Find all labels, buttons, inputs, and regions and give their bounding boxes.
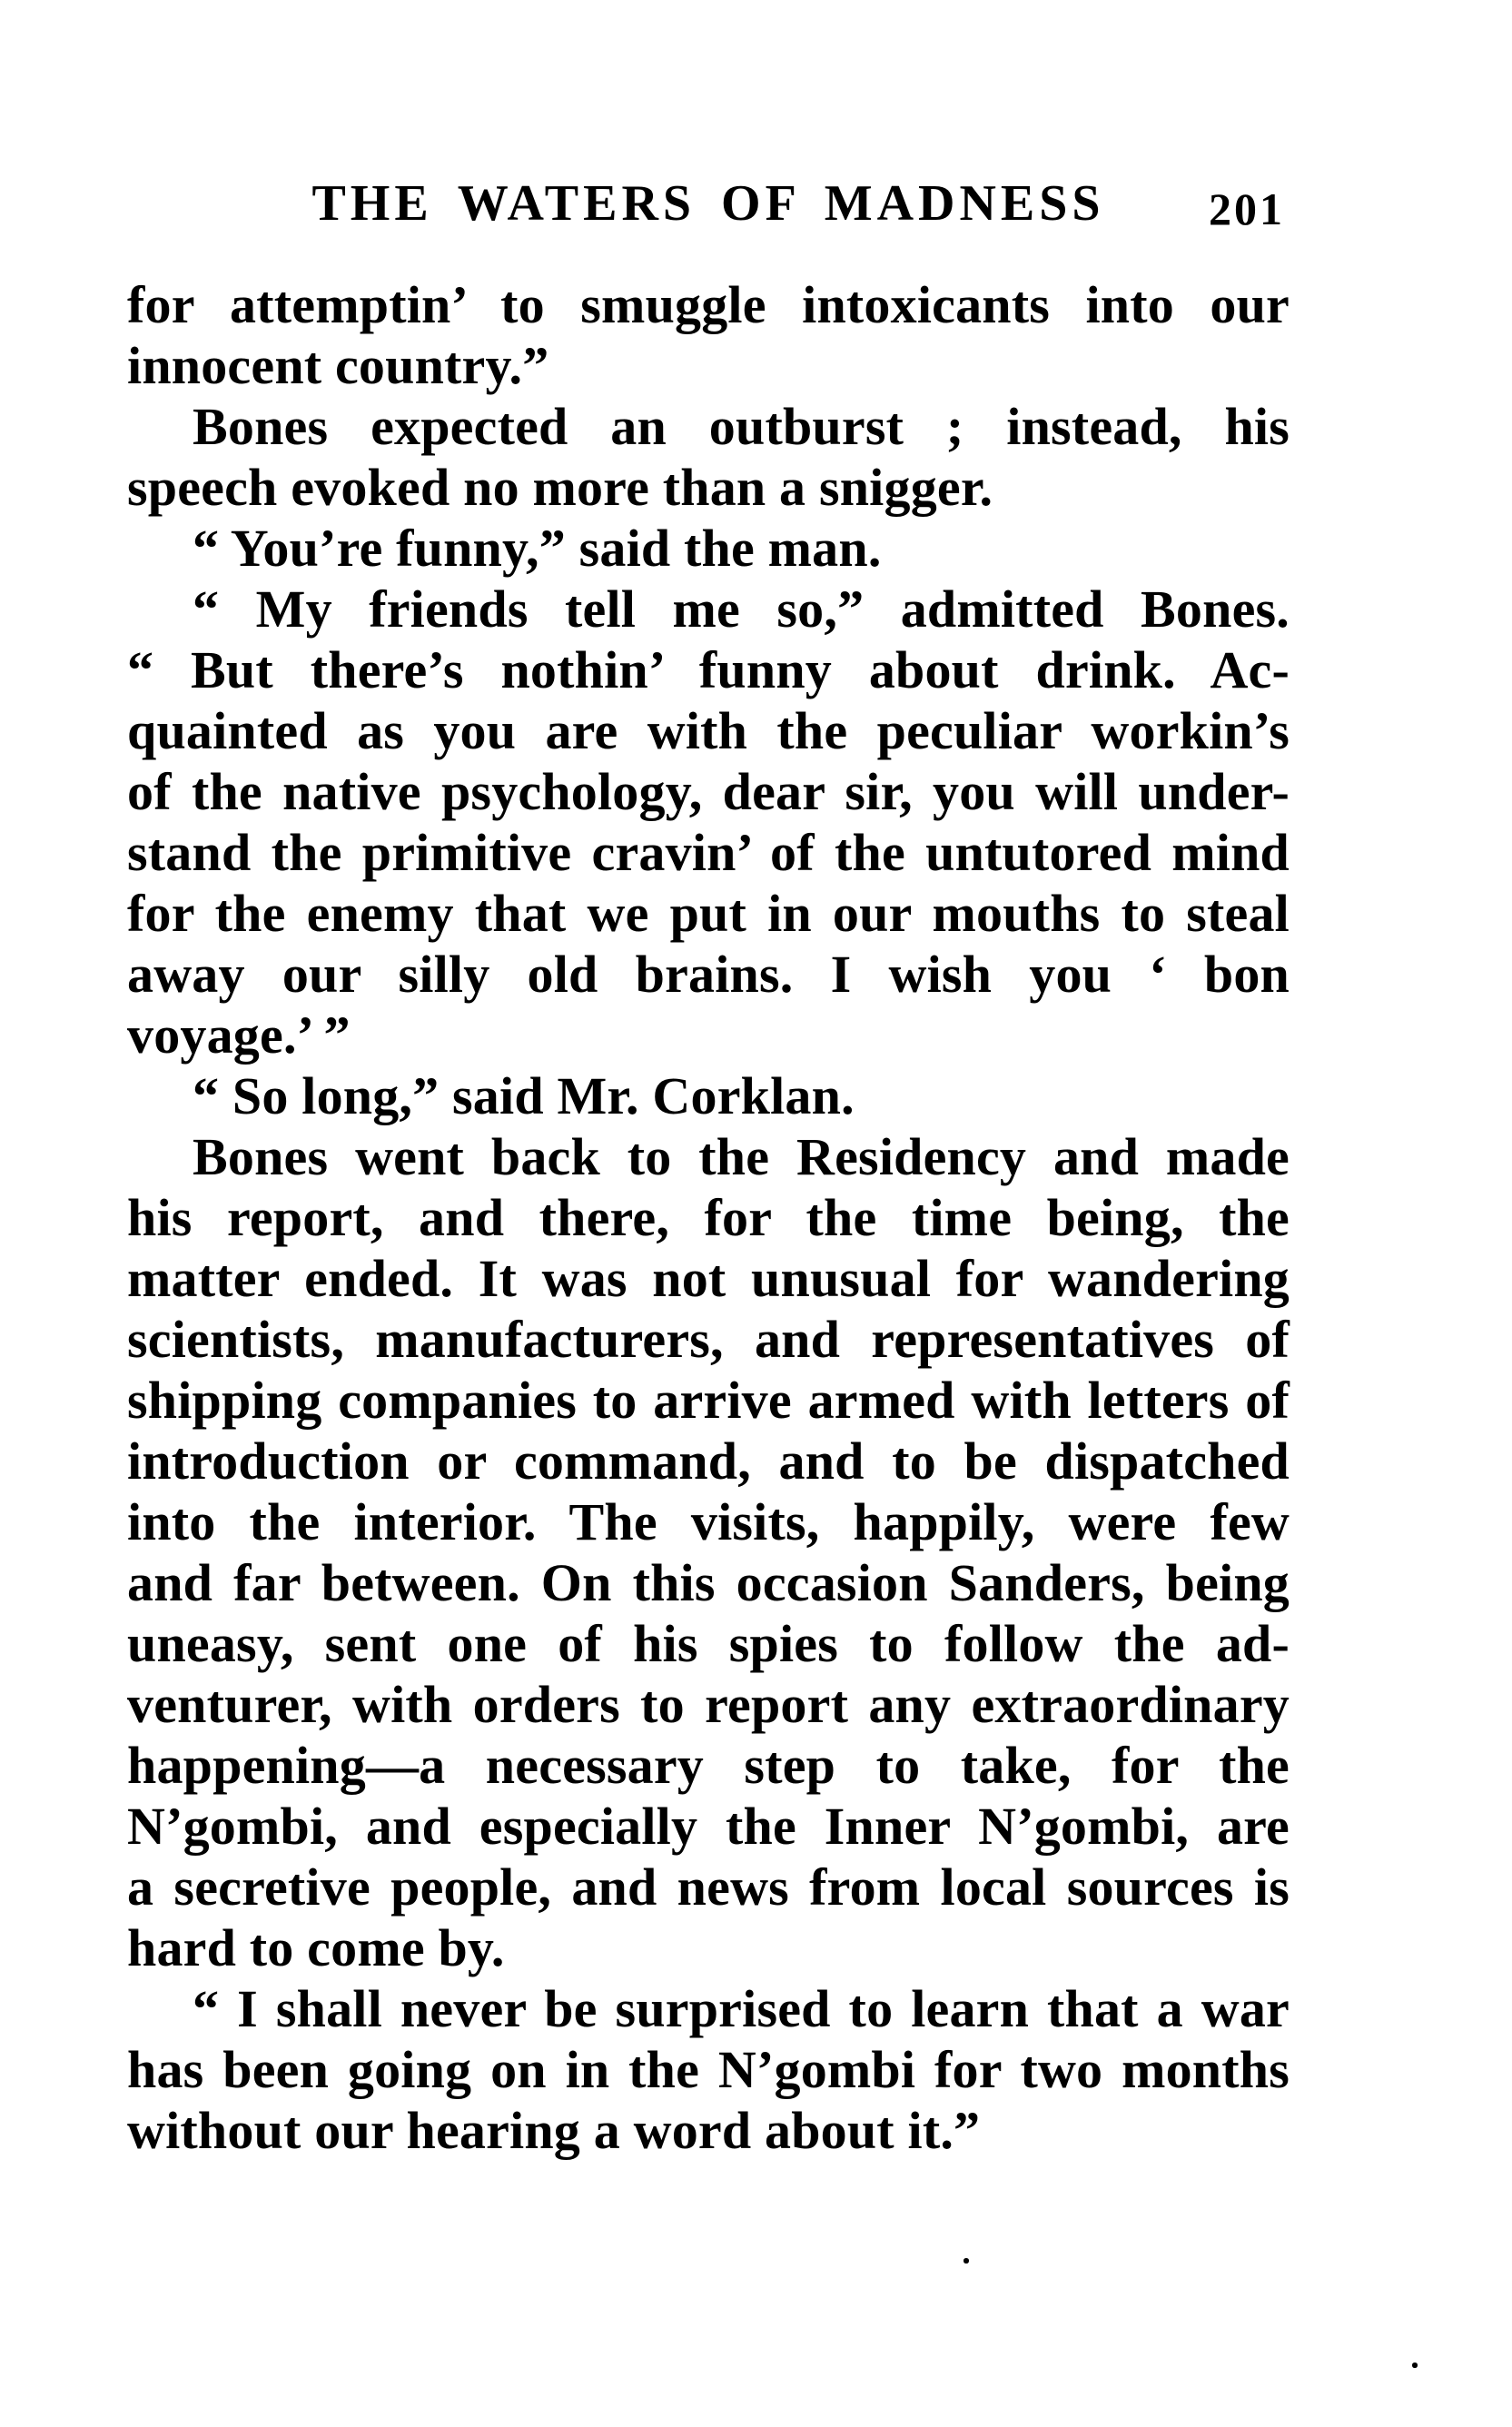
running-head-title: THE WATERS OF MADNESS xyxy=(311,175,1105,232)
text-line: “ I shall never be surprised to learn that a war xyxy=(193,1979,1290,2038)
text-line: for the enemy that we put in our mouths to steal xyxy=(127,884,1290,943)
text-line: a secretive people, and news from local sources is xyxy=(127,1857,1290,1917)
text-line: his report, and there, for the time being, the xyxy=(127,1188,1290,1247)
text-line: without our hearing a word about it.” xyxy=(127,2101,981,2160)
text-line: N’gombi, and especially the Inner N’gombi, are xyxy=(127,1797,1290,1856)
text-line: “ But there’s nothin’ funny about drink. Ac- xyxy=(127,640,1290,699)
text-line: hard to come by. xyxy=(127,1918,505,1977)
text-line: shipping companies to arrive armed with letters of xyxy=(127,1371,1290,1430)
text-line: stand the primitive cravin’ of the untutored mind xyxy=(127,823,1290,882)
text-line: voyage.’ ” xyxy=(127,1005,351,1065)
page-number: 201 xyxy=(1209,183,1285,234)
text-line: of the native psychology, dear sir, you will under- xyxy=(127,762,1290,821)
text-line: into the interior. The visits, happily, were few xyxy=(127,1492,1290,1551)
text-line: speech evoked no more than a snigger. xyxy=(127,458,993,517)
ink-speck xyxy=(964,2258,969,2264)
text-line: “ So long,” said Mr. Corklan. xyxy=(193,1066,855,1125)
text-line: quainted as you are with the peculiar workin’s xyxy=(127,701,1290,760)
page-text xyxy=(127,274,1290,2161)
text-line: innocent country.” xyxy=(127,336,549,395)
text-line: and far between. On this occasion Sanders, being xyxy=(127,1553,1290,1612)
text-line: away our silly old brains. I wish you ‘ bon xyxy=(127,945,1290,1004)
text-line: Bones expected an outburst ; instead, his xyxy=(193,397,1290,456)
ink-speck xyxy=(1412,2363,1418,2368)
text-line: matter ended. It was not unusual for wandering xyxy=(127,1249,1290,1308)
text-line: “ My friends tell me so,” admitted Bones. xyxy=(193,580,1290,639)
text-line: Bones went back to the Residency and made xyxy=(193,1127,1290,1186)
text-line: for attemptin’ to smuggle intoxicants into our xyxy=(127,275,1290,334)
text-line: uneasy, sent one of his spies to follow the ad- xyxy=(127,1614,1290,1673)
text-line: happening—a necessary step to take, for the xyxy=(127,1736,1290,1795)
text-line: has been going on in the N’gombi for two months xyxy=(127,2040,1290,2099)
text-line: introduction or command, and to be dispatched xyxy=(127,1431,1290,1491)
text-line: scientists, manufacturers, and representatives of xyxy=(127,1310,1290,1369)
text-line: “ You’re funny,” said the man. xyxy=(193,519,882,578)
text-line: venturer, with orders to report any extraordinary xyxy=(127,1675,1290,1734)
